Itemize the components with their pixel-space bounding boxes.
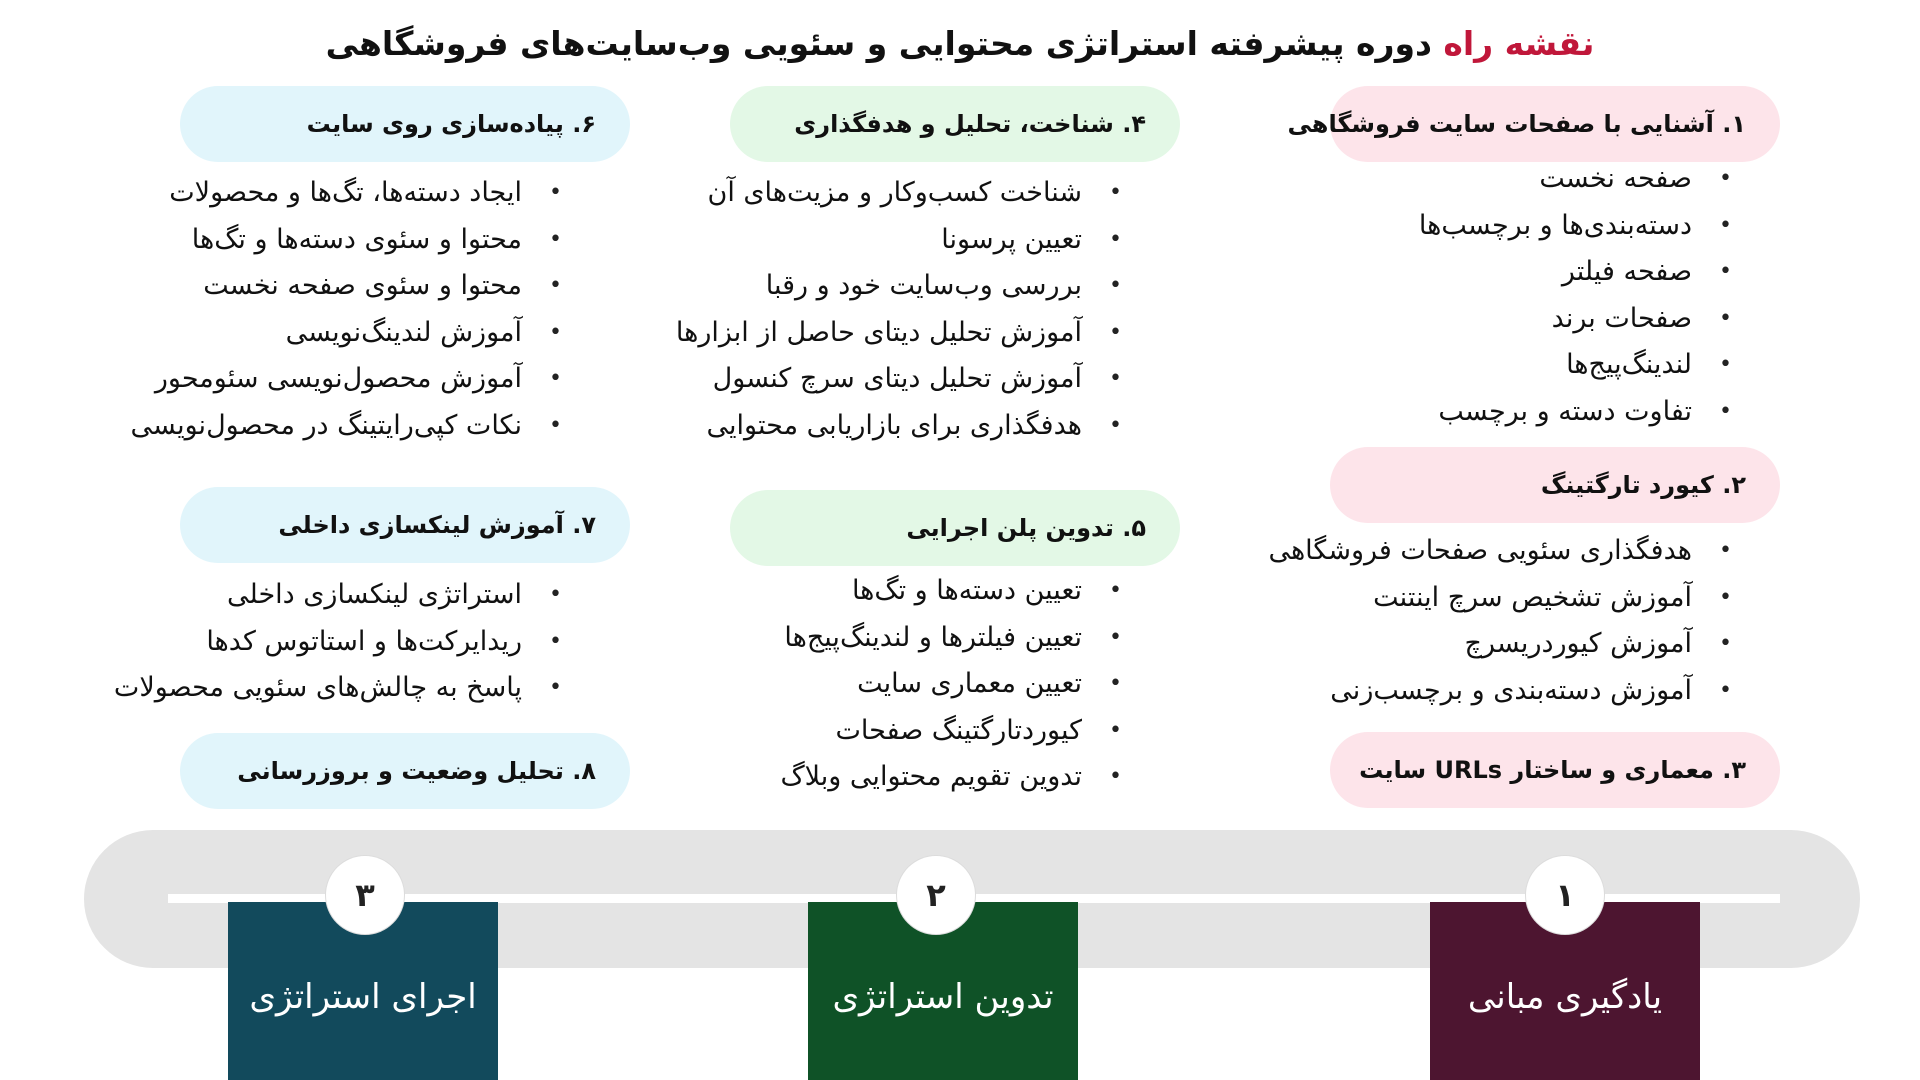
section-6-list <box>131 170 571 449</box>
list-item: • آموزش لندینگ‌نویسی <box>131 310 571 357</box>
list-item: • محتوا و سئوی صفحه نخست <box>131 263 571 310</box>
list-item: • تعیین معماری سایت <box>781 661 1130 708</box>
section-4-list <box>676 170 1130 449</box>
section-6-heading: ۶. پیاده‌سازی روی سایت <box>180 86 630 162</box>
list-item: • صفحات برند <box>1419 296 1740 343</box>
list-item: • نکات کپی‌رایتینگ در محصول‌نویسی <box>131 403 571 450</box>
list-item: • کیوردتارگتینگ صفحات <box>781 708 1130 755</box>
section-3-heading: ۳. معماری و ساختار URLs سایت <box>1330 732 1780 808</box>
list-item: • تعیین فیلترها و لندینگ‌پیج‌ها <box>781 615 1130 662</box>
stage-1-number: ۱ <box>1526 856 1604 934</box>
section-7-list <box>114 572 570 712</box>
list-item: • آموزش محصول‌نویسی سئومحور <box>131 356 571 403</box>
page-title <box>0 24 1920 63</box>
list-item: • ریدایرکت‌ها و استاتوس کدها <box>114 619 570 666</box>
stage-1-label: یادگیری مبانی <box>1467 977 1663 1017</box>
stage-3-label: اجرای استراتژی <box>249 977 477 1017</box>
section-4-heading: ۴. شناخت، تحلیل و هدفگذاری <box>730 86 1180 162</box>
title-rest: دوره پیشرفته استراتژی محتوایی و سئویی وب‌سایت‌های فروشگاهی <box>325 24 1444 63</box>
stage-2-label: تدوین استراتژی <box>832 977 1054 1017</box>
section-8-heading: ۸. تحلیل وضعیت و بروزرسانی <box>180 733 630 809</box>
list-item: • آموزش تحلیل دیتای حاصل از ابزارها <box>676 310 1130 357</box>
section-5-heading: ۵. تدوین پلن اجرایی <box>730 490 1180 566</box>
list-item: • هدفگذاری سئویی صفحات فروشگاهی <box>1268 528 1740 575</box>
list-item: • آموزش تشخیص سرچ اینتنت <box>1268 575 1740 622</box>
list-item: • لندینگ‌پیج‌ها <box>1419 342 1740 389</box>
section-5-list <box>781 568 1130 801</box>
stage-2-number: ۲ <box>897 856 975 934</box>
list-item: • پاسخ به چالش‌های سئویی محصولات <box>114 665 570 712</box>
section-1-list <box>1419 156 1740 435</box>
list-item: • تعیین دسته‌ها و تگ‌ها <box>781 568 1130 615</box>
section-7-heading: ۷. آموزش لینکسازی داخلی <box>180 487 630 563</box>
list-item: • شناخت کسب‌وکار و مزیت‌های آن <box>676 170 1130 217</box>
section-1-heading: ۱. آشنایی با صفحات سایت فروشگاهی <box>1330 86 1780 162</box>
list-item: • هدفگذاری برای بازاریابی محتوایی <box>676 403 1130 450</box>
list-item: • تفاوت دسته و برچسب <box>1419 389 1740 436</box>
list-item: • تعیین پرسونا <box>676 217 1130 264</box>
section-2-list <box>1268 528 1740 714</box>
list-item: • ایجاد دسته‌ها، تگ‌ها و محصولات <box>131 170 571 217</box>
list-item: • آموزش دسته‌بندی و برچسب‌زنی <box>1268 668 1740 715</box>
list-item: • صفحه نخست <box>1419 156 1740 203</box>
section-2-heading: ۲. کیورد تارگتینگ <box>1330 447 1780 523</box>
list-item: • آموزش کیوردریسرچ <box>1268 621 1740 668</box>
title-accent: نقشه راه <box>1443 24 1595 63</box>
list-item: • دسته‌بندی‌ها و برچسب‌ها <box>1419 203 1740 250</box>
list-item: • استراتژی لینکسازی داخلی <box>114 572 570 619</box>
list-item: • تدوین تقویم محتوایی وبلاگ <box>781 754 1130 801</box>
list-item: • بررسی وب‌سایت خود و رقبا <box>676 263 1130 310</box>
list-item: • صفحه فیلتر <box>1419 249 1740 296</box>
stage-3-number: ۳ <box>326 856 404 934</box>
list-item: • محتوا و سئوی دسته‌ها و تگ‌ها <box>131 217 571 264</box>
list-item: • آموزش تحلیل دیتای سرچ کنسول <box>676 356 1130 403</box>
